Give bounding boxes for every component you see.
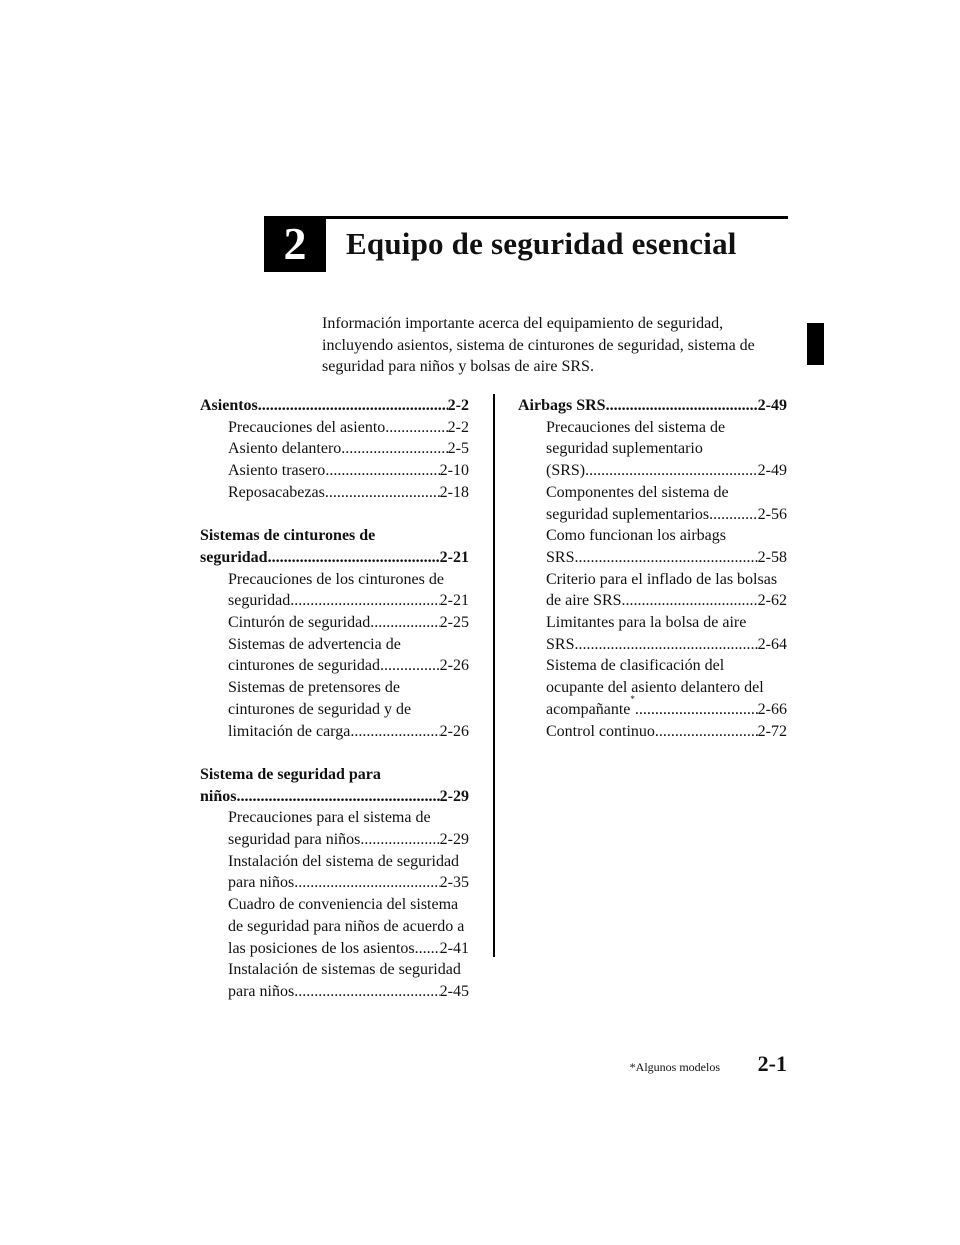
chapter-intro (322, 313, 782, 378)
toc-left-column (200, 395, 469, 1024)
toc-entry-text: Precauciones del asiento (228, 418, 386, 436)
toc-entry-text: para niños (228, 982, 295, 1000)
toc-entry-line[interactable] (228, 482, 469, 504)
dot-leader (236, 786, 439, 808)
toc-entry-line (228, 851, 469, 873)
toc-entry-line[interactable] (228, 460, 469, 482)
toc-entry-text: Cuadro de conveniencia del sistema (228, 896, 459, 914)
toc-section-title-line (200, 764, 469, 786)
toc-entry-line (228, 807, 469, 829)
toc-entry-page-ref: 2-58 (757, 548, 787, 566)
toc-entry-text: Instalación del sistema de seguridad (228, 852, 460, 870)
toc-entry-text: (SRS) (546, 462, 586, 480)
chapter-title-rule (326, 216, 788, 219)
dot-leader (415, 938, 440, 960)
toc-entry-line[interactable] (228, 438, 469, 460)
toc-entry-line (546, 655, 787, 677)
toc-entry-line (546, 438, 787, 460)
intro-line: Información importante acerca del equipamiento de seguridad, (322, 315, 724, 332)
toc-section-title-line (200, 525, 469, 547)
toc-entry-page-ref: 2-18 (439, 483, 469, 501)
toc-section-title-text: Sistema de seguridad para (200, 765, 381, 783)
toc-entry-text: Asiento delantero (228, 440, 342, 458)
toc-entry-page-ref: 2-49 (757, 462, 787, 480)
toc-entry[interactable] (200, 959, 469, 1002)
toc-entry-text: para niños (228, 874, 295, 892)
toc-entry-line[interactable] (228, 590, 469, 612)
toc-entry-text: SRS (546, 548, 575, 566)
column-divider (493, 394, 495, 957)
dot-leader (380, 655, 440, 677)
toc-section (200, 395, 469, 504)
toc-entry-text: SRS (546, 635, 575, 653)
toc-entry-text: Asiento trasero (228, 462, 326, 480)
footnote-marker: * (630, 693, 635, 704)
toc-entry[interactable] (200, 634, 469, 677)
toc-entry-text: ocupante del asiento delantero del (546, 679, 764, 697)
toc-entry-text: Precauciones para el sistema de (228, 809, 431, 827)
toc-entry[interactable] (200, 894, 469, 959)
dot-leader (325, 482, 440, 504)
toc-entry-text: seguridad suplementarios (546, 505, 710, 523)
toc-section-title-page-ref: 2-29 (439, 787, 469, 805)
toc-entry-text: las posiciones de los asientos (228, 939, 415, 957)
dot-leader (585, 460, 758, 482)
toc-entry-line (546, 482, 787, 504)
toc-entry-text: seguridad para niños (228, 831, 361, 849)
toc-section-title-text: niños (200, 787, 237, 805)
dot-leader (290, 590, 439, 612)
toc-entry-page-ref: 2-41 (439, 939, 469, 957)
toc-entry-line[interactable] (228, 612, 469, 634)
toc-section-title-text: Airbags SRS (518, 397, 606, 414)
toc-entry[interactable] (200, 438, 469, 460)
toc-entry[interactable] (518, 569, 787, 612)
toc-entry-text: Instalación de sistemas de seguridad (228, 961, 461, 979)
toc-entry-line[interactable] (228, 981, 469, 1003)
toc-entry-text: de seguridad para niños de acuerdo a (228, 917, 465, 935)
toc-entry-page-ref: 2-72 (757, 722, 787, 740)
toc-entry-line (228, 894, 469, 916)
toc-section-title-line[interactable] (200, 395, 469, 417)
toc-entry-text: Reposacabezas (228, 483, 325, 501)
toc-entry-text: Sistema de clasificación del (546, 657, 725, 675)
dot-leader (370, 612, 439, 634)
chapter-number-box (264, 216, 326, 272)
toc-right-column (518, 395, 787, 764)
toc-entry-line (546, 417, 787, 439)
toc-entry[interactable] (200, 612, 469, 634)
footnote-some-models: *Algunos modelos (629, 1060, 720, 1074)
toc-entry-line[interactable] (228, 655, 469, 677)
toc-entry-page-ref: 2-66 (757, 700, 787, 718)
toc-entry-page-ref: 2-10 (439, 462, 469, 480)
dot-leader (350, 721, 439, 743)
toc-section-title-text: Sistemas de cinturones de (200, 527, 376, 545)
toc-entry-line (546, 677, 787, 699)
toc-entry[interactable] (518, 417, 787, 482)
toc-section (518, 395, 787, 742)
dot-leader (655, 721, 758, 743)
toc-entry-text: seguridad suplementario (546, 440, 703, 458)
toc-entry-line[interactable] (228, 721, 469, 743)
toc-entry-text: de aire SRS (546, 592, 622, 610)
toc-entry-page-ref: 2-45 (439, 982, 469, 1000)
toc-entry-line[interactable] (546, 634, 787, 656)
intro-line: incluyendo asientos, sistema de cinturones de seguridad, sistema de (322, 336, 755, 354)
toc-entry-text: Sistemas de pretensores de (228, 679, 400, 697)
toc-entry-line[interactable] (546, 460, 787, 482)
toc-entry-line[interactable] (546, 547, 787, 569)
toc-entry-text: Cinturón de seguridad (228, 614, 371, 632)
intro-line: seguridad para niños y bolsas de aire SRS. (322, 358, 594, 376)
dot-leader (574, 547, 757, 569)
toc-entry-line[interactable] (546, 590, 787, 612)
toc-entry-line (228, 959, 469, 981)
toc-entry[interactable] (200, 482, 469, 504)
toc-section-title-line[interactable] (200, 786, 469, 808)
toc-entry[interactable] (200, 460, 469, 482)
dot-leader (268, 547, 440, 569)
toc-entry[interactable] (200, 677, 469, 742)
toc-entry-line[interactable] (546, 504, 787, 526)
toc-entry-text: cinturones de seguridad (228, 657, 380, 675)
toc-entry-text: Componentes del sistema de (546, 483, 729, 501)
toc-entry-text: Limitantes para la bolsa de aire (546, 614, 747, 632)
toc-entry[interactable] (518, 525, 787, 568)
dot-leader (360, 829, 439, 851)
chapter-title: Equipo de seguridad esencial (346, 226, 737, 261)
toc-entry-line (546, 612, 787, 634)
toc-section-title-line[interactable] (200, 547, 469, 569)
toc-entry-page-ref: 2-56 (757, 505, 787, 523)
toc-entry-page-ref: 2-35 (439, 874, 469, 892)
chapter-number: 2 (283, 218, 307, 269)
toc-entry[interactable] (200, 807, 469, 850)
dot-leader (709, 504, 758, 526)
toc-entry-page-ref: 2-64 (757, 635, 787, 653)
toc-entry-line[interactable] (546, 721, 787, 743)
toc-entry-text: Control continuo (546, 722, 655, 740)
toc-entry-line[interactable] (228, 872, 469, 894)
toc-section-title-page-ref: 2-2 (447, 397, 469, 414)
toc-entry-text: Criterio para el inflado de las bolsas (546, 570, 778, 588)
toc-entry[interactable] (518, 482, 787, 525)
toc-section (200, 764, 469, 1003)
toc-entry-line (546, 525, 787, 547)
toc-entry-page-ref: 2-21 (439, 592, 469, 610)
dot-leader (606, 395, 758, 417)
dot-leader (294, 981, 439, 1003)
dot-leader (385, 417, 447, 439)
toc-entry-text: Precauciones de los cinturones de (228, 570, 444, 588)
chapter-side-tab (807, 323, 824, 365)
dot-leader (574, 634, 757, 656)
dot-leader (258, 395, 448, 417)
toc-entry[interactable] (200, 851, 469, 894)
dot-leader (622, 590, 758, 612)
toc-entry-line[interactable] (546, 693, 787, 721)
toc-entry-line (228, 699, 469, 721)
toc-entry-line[interactable] (228, 938, 469, 960)
toc-entry-line (228, 569, 469, 591)
dot-leader (325, 460, 439, 482)
toc-entry-page-ref: 2-5 (447, 440, 469, 458)
toc-entry-line (228, 677, 469, 699)
toc-entry[interactable] (518, 721, 787, 743)
toc-entry-page-ref: 2-26 (439, 657, 469, 675)
toc-entry[interactable] (200, 569, 469, 612)
page-number: 2-1 (757, 1051, 787, 1076)
toc-entry-page-ref: 2-26 (439, 722, 469, 740)
dot-leader (341, 438, 447, 460)
toc-entry-text: Como funcionan los airbags (546, 527, 726, 545)
dot-leader (294, 872, 439, 894)
toc-section-title-text: Asientos (200, 397, 258, 414)
toc-entry-text: seguridad (228, 592, 291, 610)
toc-entry-text: Precauciones del sistema de (546, 418, 726, 436)
toc-entry-text: acompañante (546, 700, 631, 718)
toc-entry-line[interactable] (228, 829, 469, 851)
toc-entry-line (228, 634, 469, 656)
toc-entry-line[interactable] (228, 417, 469, 439)
toc-entry-text: limitación de carga (228, 722, 351, 740)
toc-entry-page-ref: 2-25 (439, 614, 469, 632)
toc-entry-page-ref: 2-2 (447, 418, 469, 436)
toc-entry-page-ref: 2-29 (439, 831, 469, 849)
toc-entry-text: cinturones de seguridad y de (228, 700, 412, 718)
toc-section-title-page-ref: 2-21 (439, 548, 469, 566)
toc-section-title-text: seguridad (200, 548, 268, 566)
toc-entry-line (546, 569, 787, 591)
toc-entry-page-ref: 2-62 (757, 592, 787, 610)
dot-leader (635, 699, 758, 721)
toc-section-title-line[interactable] (518, 395, 787, 417)
toc-section (200, 525, 469, 742)
toc-section-title-page-ref: 2-49 (757, 397, 787, 414)
toc-entry[interactable] (200, 417, 469, 439)
toc-entry[interactable] (518, 655, 787, 720)
toc-entry-line (228, 916, 469, 938)
toc-entry-text: Sistemas de advertencia de (228, 635, 401, 653)
toc-entry[interactable] (518, 612, 787, 655)
